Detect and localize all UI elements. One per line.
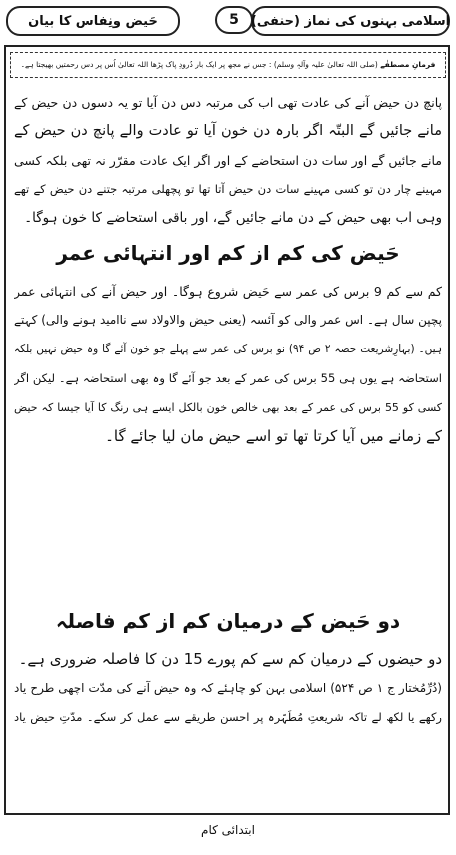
text-line: مانے جائیں گے اور سات دن استحاضے کے اور اگر ایک عادت مقرّر نہ تھی بلکہ کسی: [14, 153, 442, 168]
text-line: ہیں۔ (بہارِشریعت حصہ ۲ ص ۹۴) نو برس کی عمر سے پہلے جو خون آئے گا وہ حیض نہیں بلکہ: [14, 343, 442, 355]
paragraph-age: [14, 277, 442, 451]
page-footer: ابتدائی کام: [201, 823, 255, 837]
text-line: رکھے یا لکھ لے تاکہ شریعتِ مُطَہّرہ پر احسن طریقے سے عمل کر سکے۔ مدّتِ حیض یاد: [14, 710, 442, 724]
text-line: کم سے کم 9 برس کی عمر سے حَیض شروع ہوگا۔ اور حیض آنے کی انتہائی عمر: [14, 284, 442, 299]
page-header: [0, 0, 456, 40]
text-line: وہی اب بھی حیض کے دن مانے جائیں گے، اور باقی استحاضے کا خون ہوگا۔: [24, 210, 442, 226]
hadith-label: فرمانِ مصطفٰے: [380, 60, 436, 69]
hadith-salutation: (صلی اللہ تعالیٰ علیہ وآلہٖ وسلم): [273, 60, 378, 69]
text-line: کسی کو 55 برس کی عمر کے بعد بھی خالص خون بالکل ایسے ہی رنگ کا آیا جیسا کہ حیض: [14, 401, 442, 414]
paragraph-gap: [14, 645, 442, 732]
text-line: دو حیضوں کے درمیان کم سے کم پورے 15 دن کا فاصلہ ضروری ہے۔: [18, 650, 442, 668]
text-line: کے زمانے میں آیا کرتا تھا تو اسے حیض مان لیا جائے گا۔: [105, 427, 442, 445]
text-line: مانے جائیں گے البتّہ اگر بارہ دن خون آیا تو عادت والے پانچ دن حیض کے: [14, 123, 442, 139]
book-title: اسلامی بہنوں کی نماز (حنفی): [251, 6, 450, 36]
chapter-title: حَیض ونِفاس کا بیان: [6, 6, 180, 36]
hadith-banner: [10, 52, 446, 78]
section-heading-gap: دو حَیض کے درمیان کم از کم فاصلہ: [55, 609, 401, 633]
text-line: پچپن سال ہے۔ اس عمر والی کو آئسہ (یعنی حیض والاولاد سے ناامید ہونے والی) کہتے: [14, 313, 442, 327]
text-line: (دُرِّمُختار ج ۱ ص ۵۲۴) اسلامی بہن کو چاہئے کہ وہ حیض آنے کی مدّت اچھی طرح یاد: [14, 681, 442, 695]
hadith-text: : جس نے مجھ پر ایک بار دُرودِ پاک پڑھا اللہ تعالیٰ اُس پر دس رحمتیں بھیجتا ہے۔: [20, 60, 272, 69]
section-heading-age: حَیض کی کم از کم اور انتہائی عمر: [56, 241, 400, 265]
text-line: پانچ دن حیض آنے کی عادت تھی اب کی مرتبہ دس دن آیا تو یہ دسوں دن حیض کے: [14, 95, 442, 110]
text-line: استحاضہ ہے یوں ہی 55 برس کی عمر کے بعد جو آئے گا وہ بھی استحاضہ ہے۔ لیکن اگر: [14, 371, 442, 385]
paragraph-habit: [14, 88, 442, 233]
text-line: مہینے چار دن تو کسی مہینے سات دن حیض آتا تھا تو پچھلی مرتبہ جتنے دن حیض کے تھے: [14, 182, 442, 196]
page-number: 5: [215, 6, 253, 34]
